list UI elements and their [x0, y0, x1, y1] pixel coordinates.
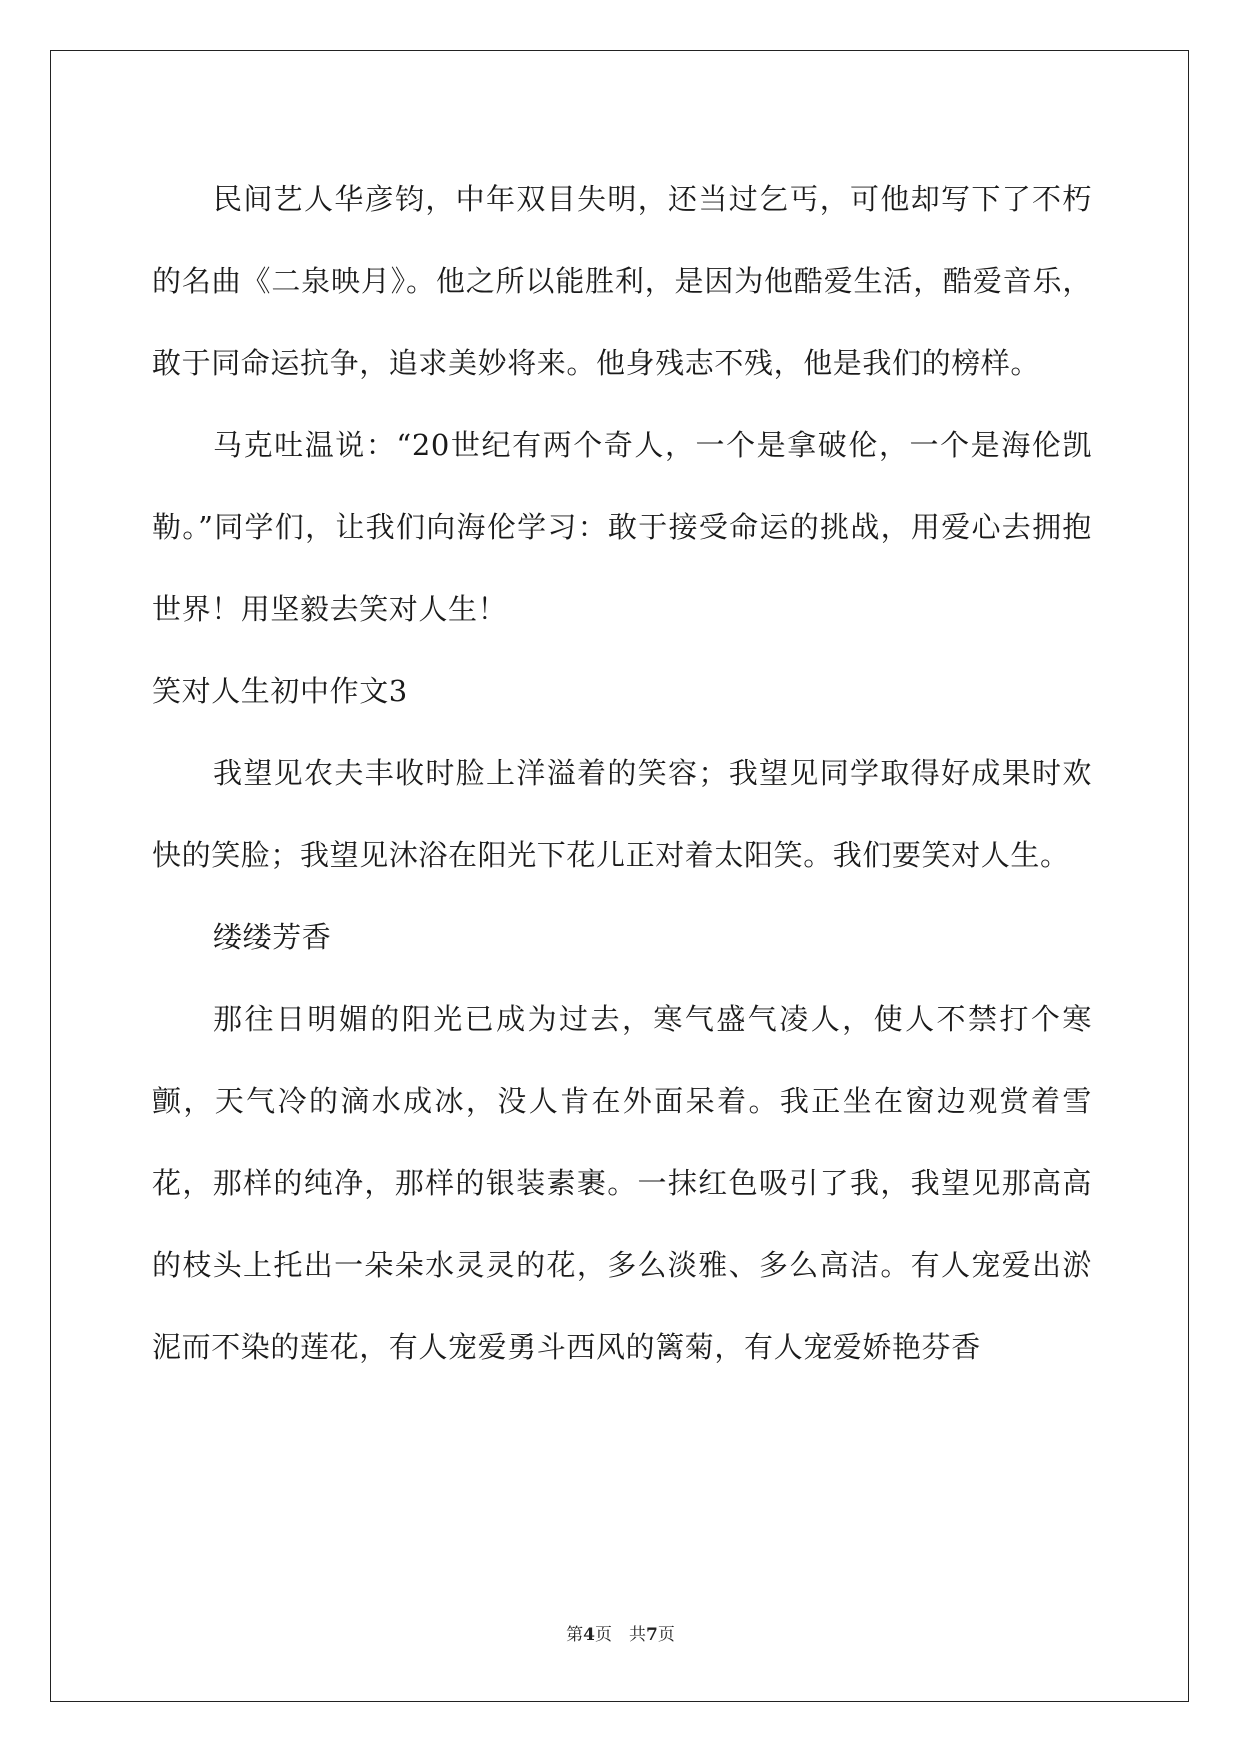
footer-suffix: 页: [657, 1625, 675, 1645]
essay-subtitle: 缕缕芳香: [213, 920, 332, 954]
footer-prefix: 第: [566, 1625, 584, 1645]
document-body: [152, 158, 1092, 1388]
paragraph-mark-twain: 马克吐温说：“20世纪有两个奇人，一个是拿破伦，一个是海伦凯勒。”同学们，让我们向海伦学习：敢于接受命运的挑战，用爱心去拥抱世界！用坚毅去笑对人生！: [152, 428, 1092, 626]
page-footer: [0, 1620, 1241, 1645]
paragraph-winter-flowers: 那往日明媚的阳光已成为过去，寒气盛气凌人，使人不禁打个寒颤，天气冷的滴水成冰，没人肯在外面呆着。我正坐在窗边观赏着雪花，那样的纯净，那样的银装素裹。一抹红色吸引了我，我望见那高高的枝头上托出一朵朵水灵灵的花，多么淡雅、多么高洁。有人宠爱出淤泥而不染的莲花，有人宠爱勇斗西风的篱菊，有人宠爱娇艳芬香: [152, 1002, 1092, 1364]
total-page-number: 7: [646, 1625, 658, 1645]
footer-middle: 页 共: [595, 1625, 646, 1645]
section-title: 笑对人生初中作文3: [152, 674, 408, 708]
paragraph-smiles: 我望见农夫丰收时脸上洋溢着的笑容；我望见同学取得好成果时欢快的笑脸；我望见沐浴在阳光下花儿正对着太阳笑。我们要笑对人生。: [152, 756, 1092, 872]
current-page-number: 4: [583, 1625, 595, 1645]
paragraph-hua-yanjun: 民间艺人华彦钧，中年双目失明，还当过乞丐，可他却写下了不朽的名曲《二泉映月》。他之所以能胜利，是因为他酷爱生活，酷爱音乐，敢于同命运抗争，追求美妙将来。他身残志不残，他是我们的榜样。: [152, 182, 1092, 380]
